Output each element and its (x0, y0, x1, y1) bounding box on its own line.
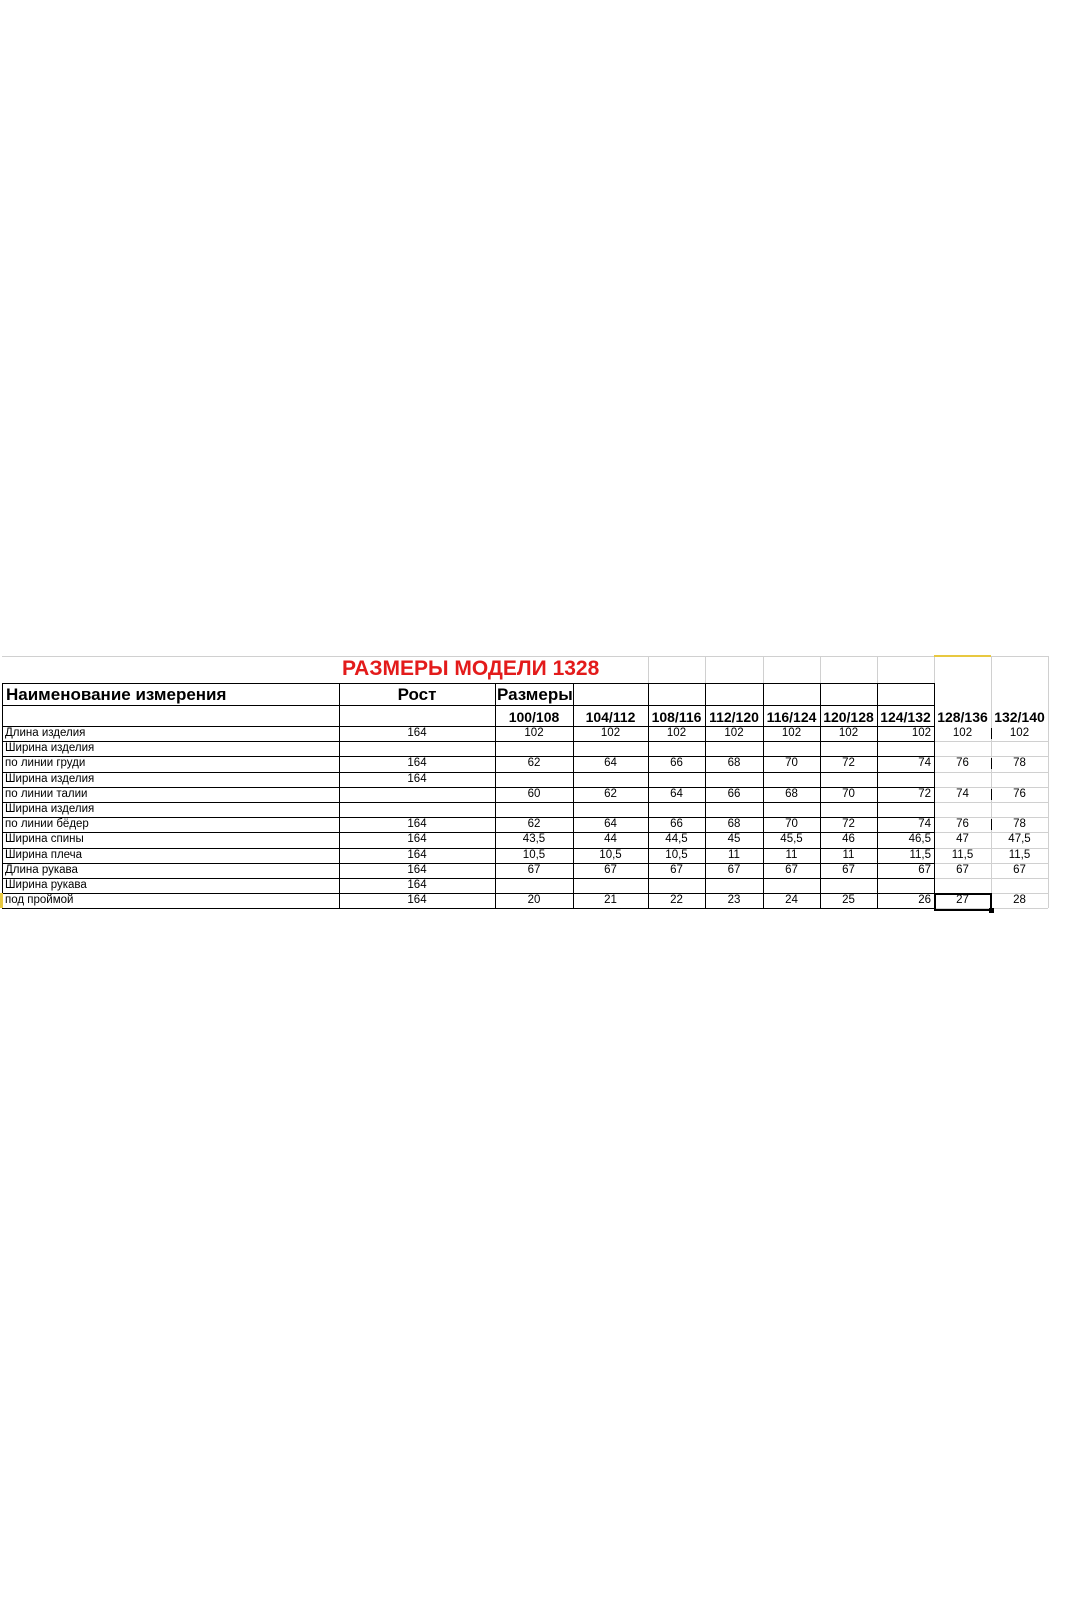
size-value-cell[interactable]: 68 (727, 757, 741, 770)
header-sizes: Размеры (497, 685, 573, 704)
size-value-cell[interactable]: 72 (842, 757, 855, 770)
grid-line (2, 878, 934, 879)
size-value-cell[interactable]: 102 (838, 727, 859, 739)
grid-line (705, 656, 706, 683)
size-value-cell[interactable]: 78 (1013, 757, 1026, 770)
size-header[interactable]: 108/116 (651, 709, 702, 725)
size-value-cell[interactable]: 70 (842, 787, 855, 800)
size-value-cell[interactable]: 76 (956, 818, 969, 831)
row-rost[interactable]: 164 (407, 757, 427, 770)
size-value-cell[interactable]: 67 (785, 863, 798, 876)
row-rost[interactable]: 164 (407, 848, 427, 861)
size-value-cell[interactable]: 67 (604, 863, 617, 876)
size-value-cell[interactable]: 20 (527, 894, 541, 907)
grid-line (763, 656, 764, 683)
size-value-cell[interactable]: 10,5 (599, 848, 622, 861)
size-value-cell[interactable]: 45,5 (780, 833, 803, 846)
size-value-cell[interactable]: 25 (842, 894, 855, 907)
size-value-cell[interactable]: 102 (781, 727, 802, 739)
size-value-cell[interactable]: 66 (670, 757, 683, 770)
header-measurement-name: Наименование измерения (6, 685, 227, 704)
size-value-cell[interactable]: 28 (1013, 894, 1026, 907)
size-value-cell[interactable]: 62 (604, 787, 617, 800)
row-label[interactable]: Ширина спины (5, 833, 84, 846)
size-value-cell[interactable]: 10,5 (522, 848, 546, 861)
row-rost[interactable]: 164 (407, 727, 427, 739)
size-value-cell[interactable]: 47 (956, 833, 969, 846)
row-label[interactable]: Ширина плеча (5, 848, 83, 861)
size-value-cell[interactable]: 102 (524, 727, 544, 739)
grid-line (2, 802, 934, 803)
size-value-cell[interactable]: 44,5 (665, 833, 688, 846)
row-label[interactable]: Ширина изделия (5, 803, 95, 815)
grid-line (934, 656, 935, 683)
size-value-cell[interactable]: 68 (785, 787, 798, 800)
size-value-cell[interactable]: 11 (728, 848, 740, 861)
size-header[interactable]: 112/120 (709, 709, 759, 725)
size-header[interactable]: 100/108 (508, 709, 560, 725)
size-value-cell[interactable]: 78 (1013, 818, 1026, 831)
size-value-cell[interactable]: 46 (842, 833, 855, 846)
grid-line (2, 741, 934, 742)
size-value-cell[interactable]: 67 (956, 863, 969, 876)
size-value-cell[interactable]: 67 (842, 863, 855, 876)
size-value-cell[interactable]: 43,5 (522, 833, 546, 846)
row-rost[interactable]: 164 (407, 772, 427, 785)
size-value-cell[interactable]: 67 (727, 863, 741, 876)
size-table (2, 657, 1066, 932)
size-value-cell[interactable]: 23 (727, 894, 741, 907)
size-value-cell[interactable]: 10,5 (665, 848, 688, 861)
size-value-cell[interactable]: 102 (911, 727, 931, 739)
size-value-cell[interactable]: 74 (918, 818, 931, 831)
size-header[interactable]: 124/132 (880, 709, 931, 725)
size-value-cell[interactable]: 62 (527, 818, 541, 831)
size-value-cell[interactable]: 24 (785, 894, 798, 907)
row-label[interactable]: по линии бёдер (5, 818, 89, 831)
size-value-cell[interactable]: 76 (1013, 787, 1026, 800)
column-selection-marker (934, 655, 991, 657)
size-value-cell[interactable]: 68 (727, 818, 741, 831)
row-rost[interactable]: 164 (407, 818, 427, 831)
size-header[interactable]: 116/124 (766, 709, 817, 725)
grid-line (1048, 683, 1049, 908)
size-value-cell[interactable]: 60 (527, 787, 541, 800)
size-value-cell[interactable]: 62 (527, 757, 541, 770)
size-value-cell[interactable]: 70 (785, 818, 798, 831)
size-value-cell[interactable]: 102 (666, 727, 687, 739)
size-value-cell[interactable]: 11 (785, 848, 798, 861)
row-label[interactable]: под проймой (5, 894, 74, 907)
grid-line (991, 656, 992, 683)
size-value-cell[interactable]: 102 (952, 727, 973, 739)
grid-line (2, 908, 934, 909)
size-value-cell[interactable]: 74 (918, 757, 931, 770)
size-value-cell[interactable]: 67 (670, 863, 683, 876)
size-header[interactable]: 132/140 (994, 709, 1045, 725)
fill-handle[interactable] (989, 908, 994, 913)
size-header[interactable]: 120/128 (823, 709, 874, 725)
row-label[interactable]: Длина изделия (5, 727, 86, 739)
row-label[interactable]: Длина рукава (5, 863, 78, 876)
size-value-cell[interactable]: 22 (670, 894, 683, 907)
size-value-cell[interactable]: 67 (918, 863, 931, 876)
size-value-cell[interactable]: 11,5 (909, 848, 931, 861)
row-rost[interactable]: 164 (407, 879, 427, 891)
row-label[interactable]: по линии груди (5, 757, 86, 770)
size-value-cell[interactable]: 44 (604, 833, 617, 846)
size-value-cell[interactable]: 11 (842, 848, 855, 861)
size-value-cell[interactable]: 67 (1013, 863, 1026, 876)
size-value-cell[interactable]: 21 (604, 894, 617, 907)
size-value-cell[interactable]: 72 (842, 818, 855, 831)
grid-line (2, 683, 934, 684)
size-value-cell[interactable]: 46,5 (908, 833, 931, 846)
row-rost[interactable]: 164 (407, 833, 427, 846)
grid-line (2, 705, 934, 706)
row-label[interactable]: по линии талии (5, 787, 88, 800)
page-title: РАЗМЕРЫ МОДЕЛИ 1328 (342, 657, 600, 680)
grid-line (820, 656, 821, 683)
size-value-cell[interactable]: 27 (956, 894, 969, 907)
size-value-cell[interactable]: 66 (727, 787, 741, 800)
size-value-cell[interactable]: 72 (918, 787, 931, 800)
selected-cell[interactable] (934, 893, 992, 911)
size-value-cell[interactable]: 70 (785, 757, 798, 770)
row-label[interactable]: Ширина изделия (5, 742, 95, 755)
row-label[interactable]: Ширина изделия (5, 772, 95, 785)
size-value-cell[interactable]: 11,5 (1008, 848, 1031, 861)
row-rost[interactable]: 164 (407, 894, 427, 907)
size-value-cell[interactable]: 11,5 (951, 848, 974, 861)
grid-line (1048, 656, 1049, 683)
size-value-cell[interactable]: 102 (600, 727, 621, 739)
size-value-cell[interactable]: 45 (727, 833, 741, 846)
size-value-cell[interactable]: 64 (604, 818, 617, 831)
size-header[interactable]: 128/136 (937, 709, 988, 725)
row-label[interactable]: Ширина рукава (5, 879, 87, 891)
row-rost[interactable]: 164 (407, 863, 427, 876)
size-value-cell[interactable]: 74 (956, 787, 969, 800)
size-value-cell[interactable]: 64 (670, 787, 683, 800)
size-value-cell[interactable]: 67 (527, 863, 541, 876)
grid-line (877, 656, 878, 683)
size-value-cell[interactable]: 64 (604, 757, 617, 770)
size-value-cell[interactable]: 102 (1009, 727, 1030, 739)
size-value-cell[interactable]: 66 (670, 818, 683, 831)
size-value-cell[interactable]: 102 (724, 727, 744, 739)
size-value-cell[interactable]: 26 (918, 894, 931, 907)
size-header[interactable]: 104/112 (585, 709, 636, 725)
size-value-cell[interactable]: 47,5 (1008, 833, 1031, 846)
header-rost: Рост (397, 685, 437, 704)
size-value-cell[interactable]: 76 (956, 757, 969, 770)
